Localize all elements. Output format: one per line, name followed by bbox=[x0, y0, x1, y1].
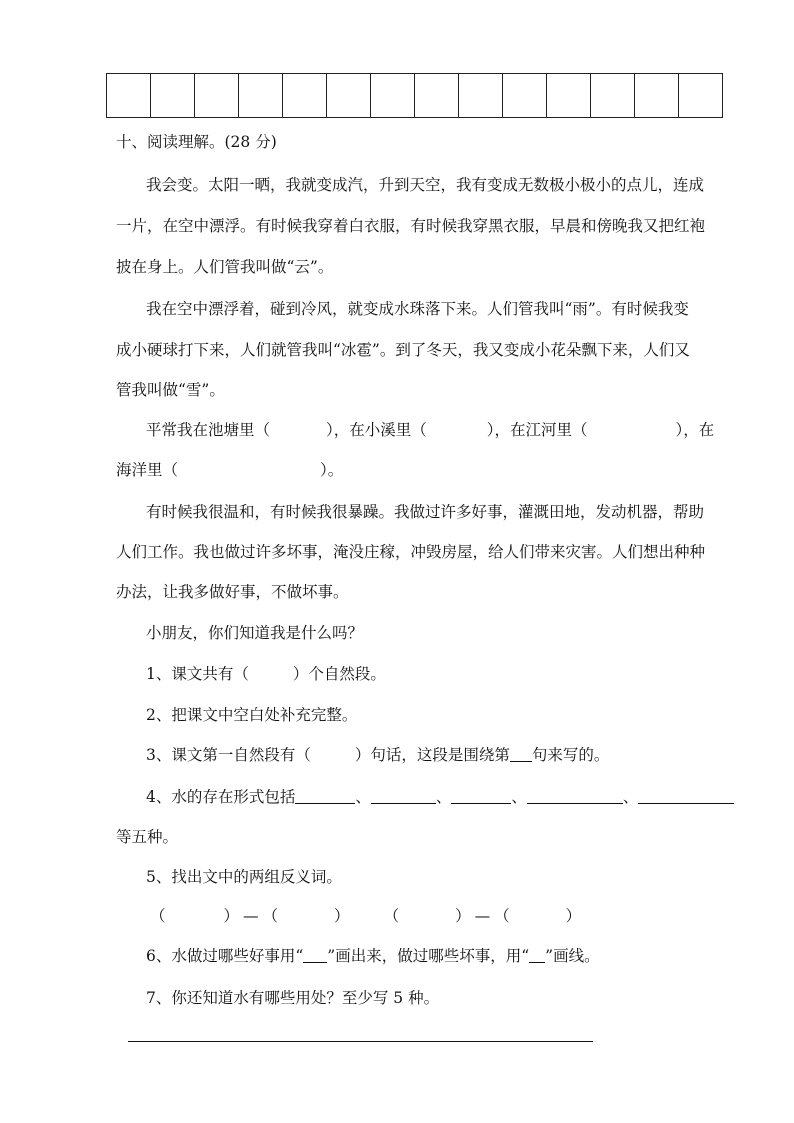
grid-cell[interactable] bbox=[371, 74, 415, 118]
grid-cell[interactable] bbox=[327, 74, 371, 118]
grid-cell[interactable] bbox=[503, 74, 547, 118]
question-4: 4、水的存在形式包括 、 、 、 、 bbox=[146, 785, 734, 807]
passage-line: 人们工作。我也做过许多坏事，淹没庄稼，冲毁房屋，给人们带来灾害。人们想出种种 bbox=[116, 543, 706, 561]
question-6: 6、水做过哪些好事用“ ”画出来，做过哪些坏事，用“ ”画线。 bbox=[146, 947, 600, 965]
section-heading: 十、阅读理解。(28 分) bbox=[116, 133, 277, 151]
answer-line[interactable] bbox=[128, 1041, 593, 1042]
passage-line: 披在身上。人们管我叫做“云”。 bbox=[116, 258, 334, 276]
grid-cell[interactable] bbox=[415, 74, 459, 118]
fill-blank-line: 平常我在池塘里（ ），在小溪里（ ），在江河里（ ），在 bbox=[146, 421, 715, 439]
passage-line: 一片，在空中漂浮。有时候我穿着白衣服，有时候我穿黑衣服，早晨和傍晚我又把红袍 bbox=[116, 217, 706, 235]
grid-cell[interactable] bbox=[459, 74, 503, 118]
question-1: 1、课文共有（ ）个自然段。 bbox=[146, 665, 386, 683]
passage-line: 我在空中漂浮着，碰到冷风，就变成水珠落下来。人们管我叫“雨”。有时候我变 bbox=[146, 300, 689, 318]
grid-cell[interactable] bbox=[635, 74, 679, 118]
question-5: 5、找出文中的两组反义词。 bbox=[146, 868, 342, 886]
grid-cell[interactable] bbox=[591, 74, 635, 118]
question-3: 3、课文第一自然段有（ ）句话，这段是围绕第 句来写的。 bbox=[146, 746, 610, 764]
passage-line: 有时候我很温和，有时候我很暴躁。我做过许多好事，灌溉田地，发动机器，帮助 bbox=[146, 503, 705, 521]
fill-blank-line: 海洋里（ ）。 bbox=[116, 461, 344, 479]
passage-line: 办法，让我多做好事，不做坏事。 bbox=[116, 583, 349, 601]
grid-cell[interactable] bbox=[195, 74, 239, 118]
antonym-pairs: （ ） — （ ） （ ） — （ ） bbox=[150, 907, 582, 925]
question-4-end: 等五种。 bbox=[116, 828, 179, 846]
grid-cell[interactable] bbox=[239, 74, 283, 118]
passage-line: 成小硬球打下来，人们就管我叫“冰雹”。到了冬天，我又变成小花朵飘下来，人们又 bbox=[116, 341, 690, 359]
grid-cell[interactable] bbox=[107, 74, 151, 118]
grid-cell[interactable] bbox=[283, 74, 327, 118]
grid-cell[interactable] bbox=[679, 74, 723, 118]
question-2: 2、把课文中空白处补充完整。 bbox=[146, 706, 358, 724]
grid-cell[interactable] bbox=[547, 74, 591, 118]
passage-line: 我会变。太阳一晒，我就变成汽，升到天空，我有变成无数极小极小的点儿，连成 bbox=[146, 176, 705, 194]
passage-line: 管我叫做“雪”。 bbox=[116, 381, 225, 399]
grid-cell[interactable] bbox=[151, 74, 195, 118]
passage-question: 小朋友，你们知道我是什么吗？ bbox=[146, 624, 364, 642]
question-7: 7、你还知道水有哪些用处？至少写 5 种。 bbox=[146, 989, 440, 1007]
character-writing-grid bbox=[106, 73, 723, 118]
